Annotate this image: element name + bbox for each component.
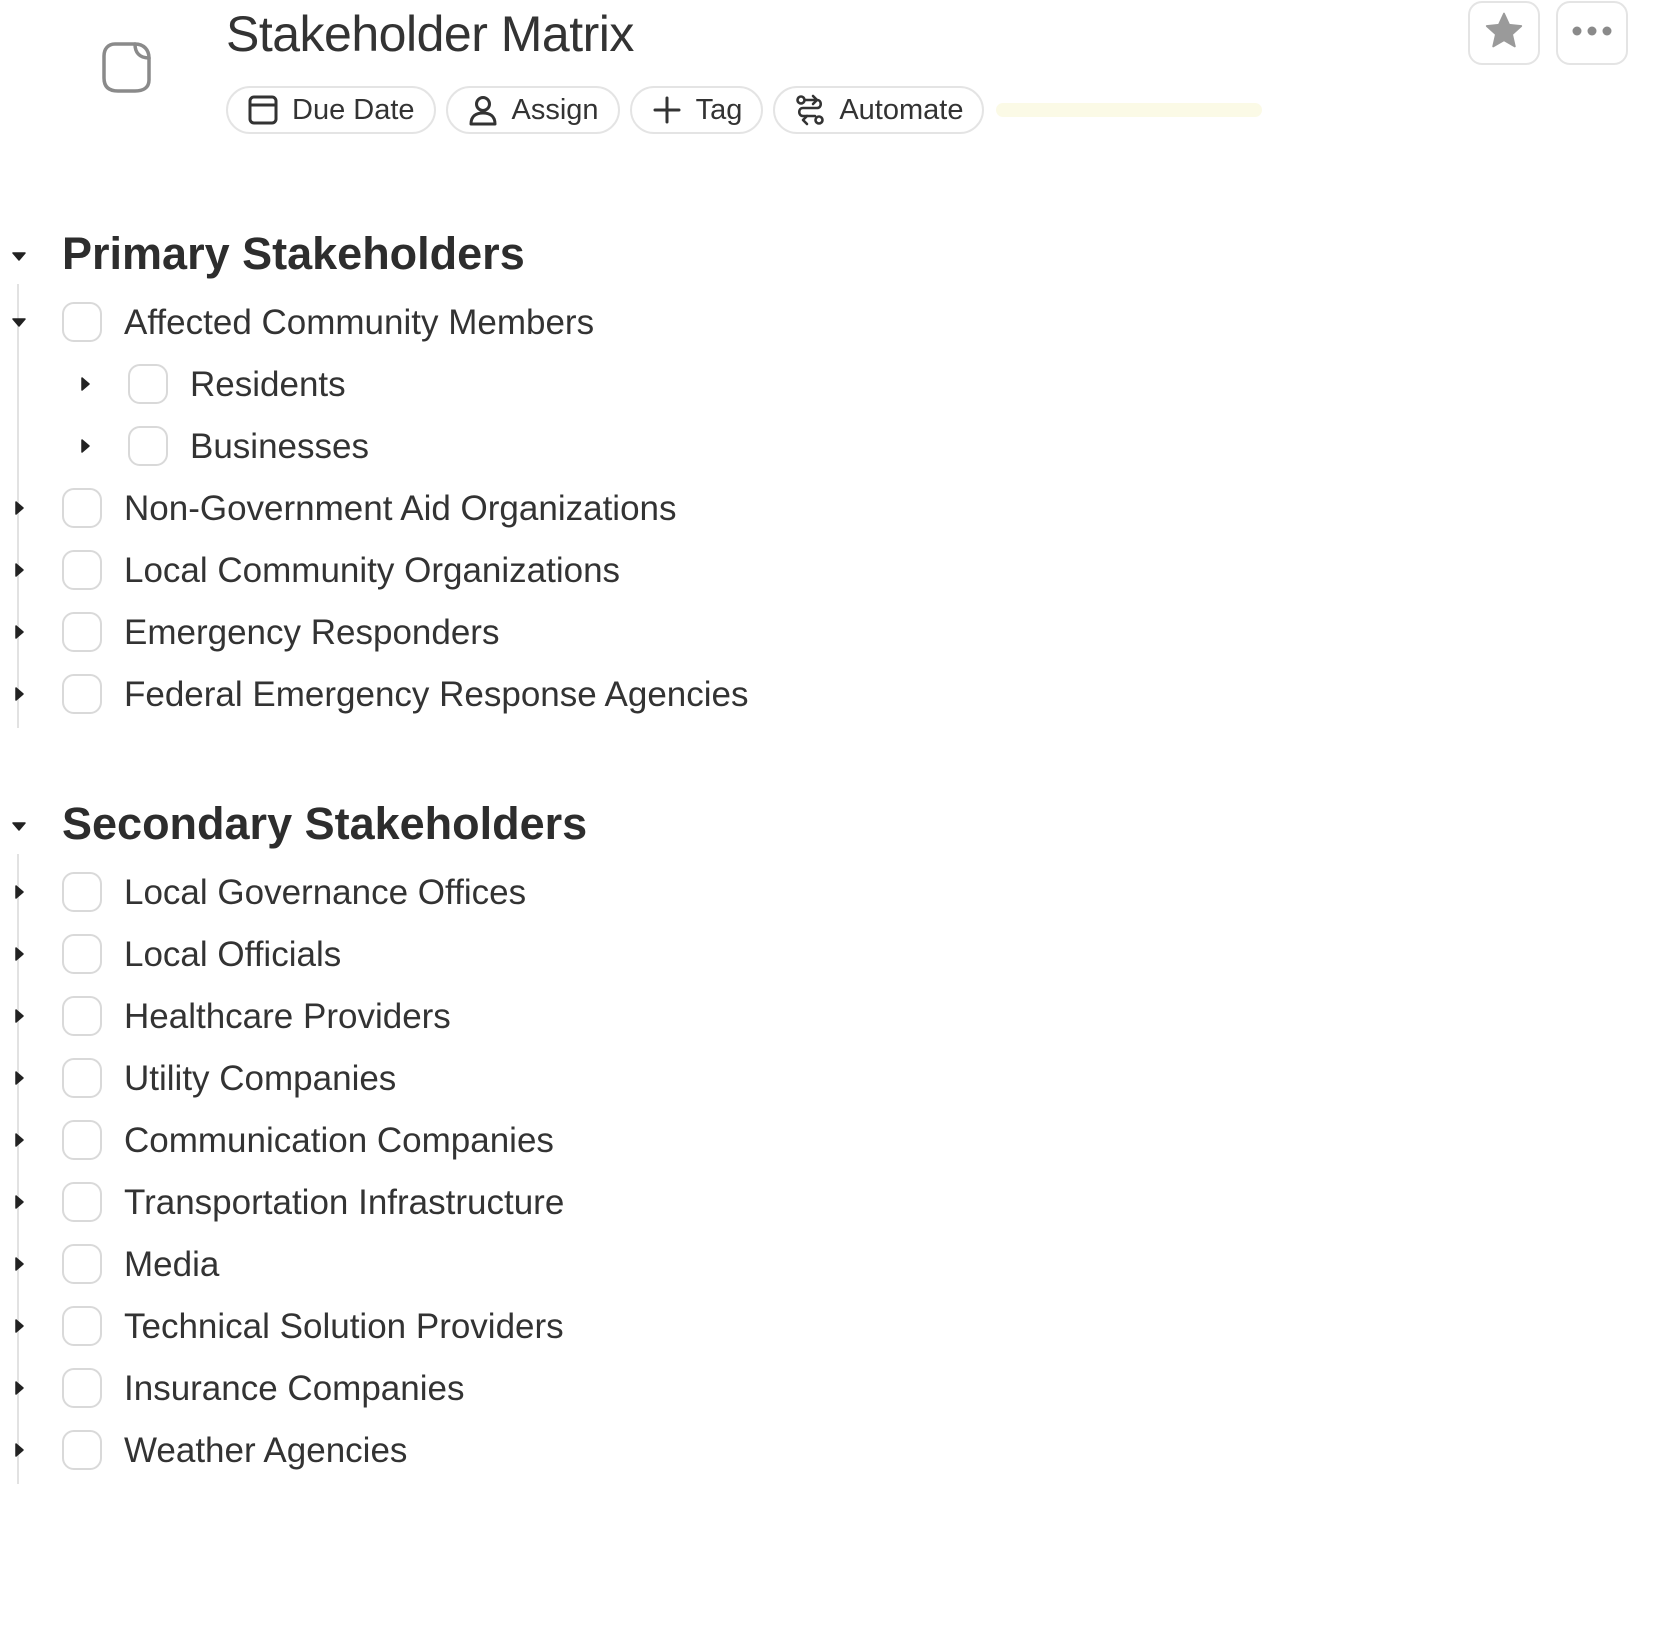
automate-label: Automate bbox=[839, 93, 964, 126]
list-item[interactable]: Emergency Responders bbox=[124, 613, 500, 652]
more-options-button[interactable] bbox=[1556, 1, 1628, 65]
list-item[interactable]: Insurance Companies bbox=[124, 1369, 465, 1408]
chevron-right-icon[interactable] bbox=[8, 497, 30, 519]
automate-button[interactable] bbox=[773, 86, 984, 134]
tag-button[interactable] bbox=[630, 86, 764, 134]
chevron-right-icon[interactable] bbox=[74, 373, 96, 395]
task-checkbox[interactable] bbox=[62, 674, 102, 714]
section-title[interactable]: Secondary Stakeholders bbox=[62, 798, 588, 849]
list-item[interactable]: Media bbox=[124, 1245, 220, 1284]
task-checkbox[interactable] bbox=[62, 612, 102, 652]
list-item[interactable]: Non-Government Aid Organizations bbox=[124, 489, 677, 528]
chevron-right-icon[interactable] bbox=[8, 621, 30, 643]
chevron-right-icon[interactable] bbox=[8, 1439, 30, 1461]
chevron-right-icon[interactable] bbox=[74, 435, 96, 457]
task-checkbox[interactable] bbox=[62, 1120, 102, 1160]
chevron-right-icon[interactable] bbox=[8, 1191, 30, 1213]
chevron-right-icon[interactable] bbox=[8, 1067, 30, 1089]
task-checkbox[interactable] bbox=[62, 302, 102, 342]
task-checkbox[interactable] bbox=[128, 364, 168, 404]
assign-button[interactable] bbox=[446, 86, 620, 134]
due-date-button[interactable] bbox=[226, 86, 436, 134]
list-item[interactable]: Communication Companies bbox=[124, 1121, 554, 1160]
chevron-right-icon[interactable] bbox=[8, 1005, 30, 1027]
task-checkbox[interactable] bbox=[62, 934, 102, 974]
list-item[interactable]: Transportation Infrastructure bbox=[124, 1183, 565, 1222]
list-item[interactable]: Healthcare Providers bbox=[124, 997, 451, 1036]
chevron-right-icon[interactable] bbox=[8, 943, 30, 965]
task-checkbox[interactable] bbox=[62, 1182, 102, 1222]
chevron-right-icon[interactable] bbox=[8, 683, 30, 705]
section-secondary-toggle[interactable] bbox=[8, 815, 30, 837]
task-checkbox[interactable] bbox=[62, 1430, 102, 1470]
chevron-down-icon[interactable] bbox=[8, 311, 30, 333]
calendar-icon bbox=[246, 93, 280, 127]
task-checkbox[interactable] bbox=[62, 996, 102, 1036]
favorite-button[interactable] bbox=[1468, 1, 1540, 65]
list-item[interactable]: Weather Agencies bbox=[124, 1431, 408, 1470]
list-item[interactable]: Businesses bbox=[190, 427, 369, 466]
list-item[interactable]: Utility Companies bbox=[124, 1059, 397, 1098]
task-checkbox[interactable] bbox=[62, 1306, 102, 1346]
section-title[interactable]: Primary Stakeholders bbox=[62, 228, 525, 279]
toolbar bbox=[226, 84, 1262, 136]
list-item[interactable]: Local Officials bbox=[124, 935, 342, 974]
chevron-right-icon[interactable] bbox=[8, 1129, 30, 1151]
assign-label: Assign bbox=[511, 93, 599, 126]
chevron-right-icon[interactable] bbox=[8, 1377, 30, 1399]
progress-bar bbox=[996, 103, 1262, 117]
automate-icon bbox=[793, 93, 827, 127]
more-horizontal-icon bbox=[1570, 24, 1614, 43]
list-item[interactable]: Residents bbox=[190, 365, 346, 404]
list-item[interactable]: Affected Community Members bbox=[124, 303, 595, 342]
task-checkbox[interactable] bbox=[62, 1244, 102, 1284]
task-checkbox[interactable] bbox=[62, 550, 102, 590]
person-icon bbox=[466, 93, 500, 127]
task-checkbox[interactable] bbox=[62, 1058, 102, 1098]
list-item[interactable]: Local Governance Offices bbox=[124, 873, 527, 912]
chevron-right-icon[interactable] bbox=[8, 1253, 30, 1275]
plus-icon bbox=[650, 93, 684, 127]
chevron-right-icon[interactable] bbox=[8, 881, 30, 903]
list-item[interactable]: Federal Emergency Response Agencies bbox=[124, 675, 749, 714]
star-icon bbox=[1482, 9, 1526, 58]
chevron-right-icon[interactable] bbox=[8, 1315, 30, 1337]
due-date-label: Due Date bbox=[292, 93, 415, 126]
list-item[interactable]: Local Community Organizations bbox=[124, 551, 621, 590]
task-checkbox[interactable] bbox=[128, 426, 168, 466]
task-checkbox[interactable] bbox=[62, 1368, 102, 1408]
page-title[interactable]: Stakeholder Matrix bbox=[226, 6, 634, 62]
document-icon[interactable] bbox=[98, 38, 154, 96]
section-primary-toggle[interactable] bbox=[8, 245, 30, 267]
list-item[interactable]: Technical Solution Providers bbox=[124, 1307, 564, 1346]
task-checkbox[interactable] bbox=[62, 488, 102, 528]
tag-label: Tag bbox=[695, 93, 743, 126]
chevron-right-icon[interactable] bbox=[8, 559, 30, 581]
task-checkbox[interactable] bbox=[62, 872, 102, 912]
